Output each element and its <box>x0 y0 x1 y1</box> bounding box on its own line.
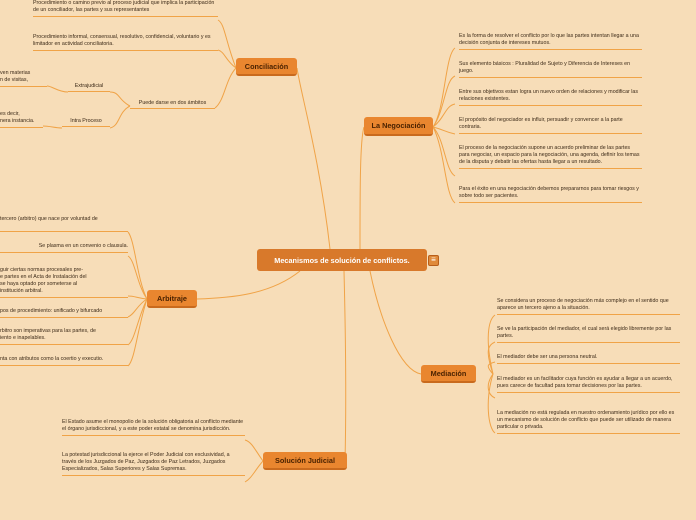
topic-negociacion[interactable]: La Negociación <box>364 117 433 136</box>
notes-icon[interactable]: ≡ <box>428 255 439 266</box>
mediacion-item[interactable]: El mediador debe ser una persona neutral. <box>497 354 680 364</box>
judicial-item[interactable]: El Estado asume el monopolio de la solución obligatoria al conflicto mediante el órgano jurisdiccional, y a este poder estatal se denomina jurisdicción. <box>62 419 245 436</box>
arbitraje-item[interactable]: Se plasma en un convenio o clausula. <box>0 243 128 253</box>
extrajudicial-detail[interactable]: ven materias n de visitas, <box>0 70 47 87</box>
arbitraje-item[interactable]: pos de procedimiento: unificado y bifurcado <box>0 308 128 318</box>
topic-conciliacion[interactable]: Conciliación <box>236 58 297 76</box>
central-topic[interactable]: Mecanismos de solución de conflictos. <box>257 249 427 271</box>
negociacion-item[interactable]: Sus elemento básicos : Pluralidad de Sujeto y Diferencia de Intereses en juego. <box>459 61 642 78</box>
arbitraje-item[interactable]: tercero (arbitro) que nace por voluntad de <box>0 216 128 232</box>
conciliacion-item[interactable]: Procedimiento informal, consensual, resolutivo, confidencial, voluntario y es limitador en actividad conciliatoria. <box>33 34 218 51</box>
topic-mediacion[interactable]: Mediación <box>421 365 476 383</box>
negociacion-item[interactable]: El proceso de la negociación supone un acuerdo preliminar de las partes para negociar, un espacio para la negociación, una agenda, definir los temas de la disputa y debatir las ofertas hasta llegar a un resultado. <box>459 145 642 169</box>
topic-solucion-judicial[interactable]: Solución Judicial <box>263 452 347 470</box>
conciliacion-item[interactable]: Procedimiento o camino previo al proceso judicial que implica la participación de un conciliador, las partes y sus representantes <box>33 0 218 17</box>
topic-arbitraje[interactable]: Arbitraje <box>147 290 197 308</box>
negociacion-item[interactable]: Entre sus objetivos estan logra un nuevo orden de relaciones y modificar las relaciones existentes. <box>459 89 642 106</box>
mediacion-item[interactable]: El mediador es un facilitador cuya función es ayudar a llegar a un acuerdo, pues carece de facultad para tomar decisiones por las partes. <box>497 376 680 393</box>
mediacion-item[interactable]: La mediación no está regulada en nuestro ordenamiento jurídico por ello es un mecanismo de solución de conflicto que puede ser utilizado de manera particular o privada. <box>497 410 680 434</box>
judicial-item[interactable]: La potestad jurisdiccional la ejerce el Poder Judicial con exclusividad, a través de los Juzgados de Paz, Juzgados de Paz Letrados, Juzgados Especializados, Salas Superiores y Salas Supremas. <box>62 452 245 476</box>
ambito-intra-proceso[interactable]: Intra Proceso <box>62 118 110 127</box>
arbitraje-item[interactable]: rbitro son imperativas para las partes, de iento e inapelables. <box>0 328 128 345</box>
mediacion-item[interactable]: Se considera un proceso de negociación más complejo en el sentido que aparece un tercero ajeno a la situación. <box>497 298 680 315</box>
intra-proceso-detail[interactable]: es decir, nera instancia. <box>0 111 43 128</box>
negociacion-item[interactable]: Para el éxito en una negociación debemos prepararnos para tomar riesgos y sobre todo ser pacientes. <box>459 186 642 203</box>
mediacion-item[interactable]: Se ve la participación del mediador, el cual será elegido libremente por las partes. <box>497 326 680 343</box>
conciliacion-ambitos[interactable]: Puede darse en dos ámbitos <box>130 100 215 109</box>
arbitraje-item[interactable]: nta con atributos como la coertio y executio. <box>0 356 128 366</box>
arbitraje-item[interactable]: guir ciertas normas procesales pre- e partes en el Acta de Instalación del se haya optado por someterse al institución arbitral. <box>0 267 128 298</box>
negociacion-item[interactable]: Es la forma de resolver el conflicto por lo que las partes intentan llegar a una decisión conjunta de intereses mutuos. <box>459 33 642 50</box>
negociacion-item[interactable]: El propósito del negociador es influir, persuadir y convencer a la parte contraria. <box>459 117 642 134</box>
ambito-extrajudicial[interactable]: Extrajudicial <box>68 83 110 92</box>
